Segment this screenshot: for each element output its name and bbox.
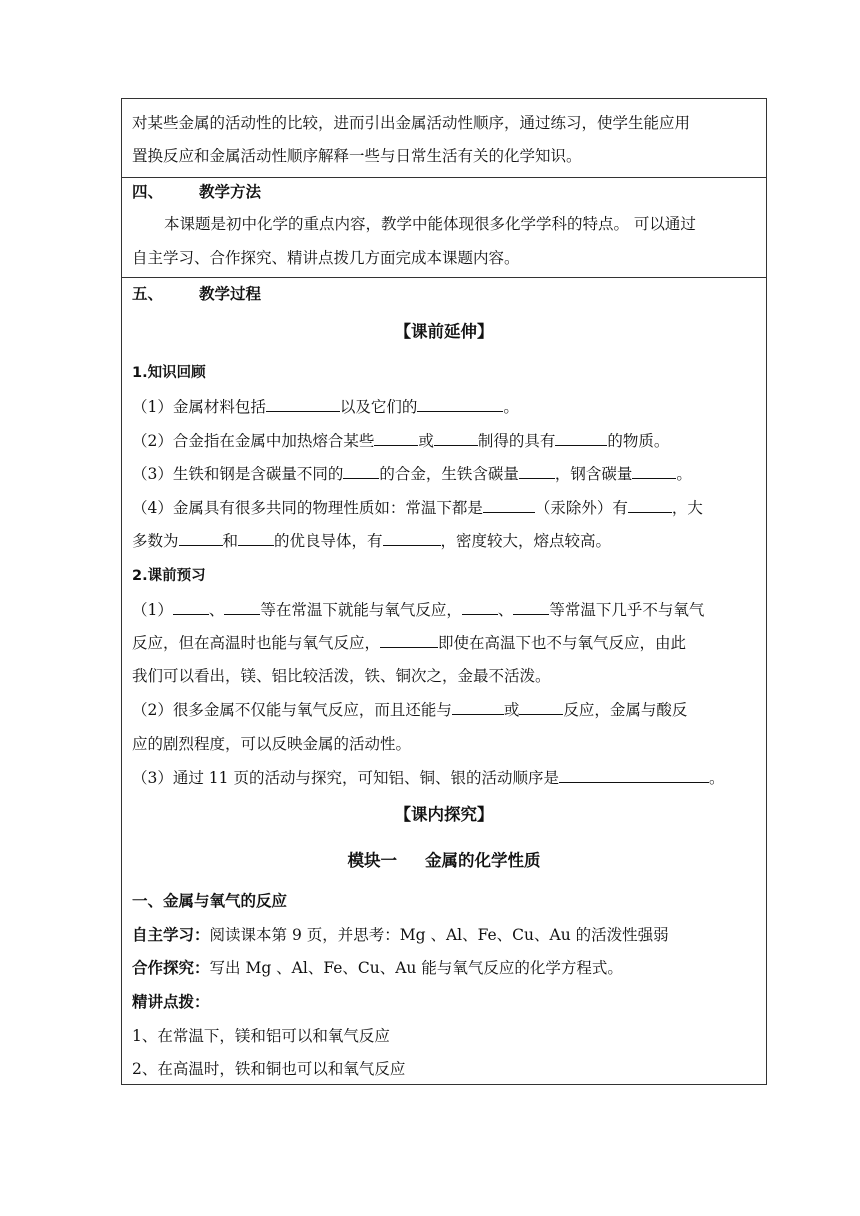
review-q1: （1）金属材料包括 以及它们的 。 (132, 398, 519, 416)
answer-blank[interactable] (179, 530, 223, 546)
review-q3: （3）生铁和钢是含碳量不同的 的合金，生铁含碳量 ，钢含碳量 。 (132, 465, 692, 483)
self-study-line (132, 925, 669, 945)
row-divider (122, 177, 766, 178)
coop-text: 写出 Mg 、Al、Fe、Cu、Au 能与氧气反应的化学方程式。 (209, 959, 623, 977)
answer-blank[interactable] (555, 430, 607, 446)
section5-heading (132, 284, 261, 304)
answer-blank[interactable] (519, 463, 555, 479)
section5-title: 教学过程 (199, 285, 262, 303)
answer-blank[interactable] (452, 699, 504, 715)
answer-blank[interactable] (483, 497, 535, 513)
answer-blank[interactable] (513, 599, 549, 615)
preview-title: 2.课前预习 (132, 568, 206, 584)
pre-class-heading: 【课前延伸】 (394, 322, 494, 341)
module-title: 金属的化学性质 (425, 851, 541, 870)
answer-blank[interactable] (632, 463, 676, 479)
answer-blank[interactable] (343, 463, 379, 479)
intro-line-2: 置换反应和金属活动性顺序解释一些与日常生活有关的化学知识。 (132, 147, 582, 165)
answer-blank[interactable] (380, 632, 438, 648)
coop-label: 合作探究： (132, 959, 210, 977)
part1-title: 一、金属与氧气的反应 (132, 892, 288, 910)
answer-blank[interactable] (383, 530, 441, 546)
lesson-plan-table (121, 98, 767, 1085)
preview-p1-line-3: 我们可以看出，镁、铝比较活泼，铁、铜次之，金最不活泼。 (132, 667, 551, 685)
answer-blank[interactable] (559, 767, 709, 783)
module-name: 模块一 (347, 851, 397, 870)
row-divider (122, 277, 766, 278)
section4-line-2: 自主学习、合作探究、精讲点拨几方面完成本课题内容。 (132, 249, 520, 267)
review-q4-line-1: （4）金属具有很多共同的物理性质如：常温下都是 （汞除外）有 ，大 (132, 499, 703, 517)
self-study-label: 自主学习： (132, 926, 210, 944)
review-title: 1.知识回顾 (132, 365, 206, 381)
preview-p1-line-1: （1） 、 等在常温下就能与氧气反应， 、 等常温下几乎不与氧气 (132, 601, 705, 619)
section4-line-1: 本课题是初中化学的重点内容，教学中能体现很多化学学科的特点。 可以通过 (164, 215, 696, 233)
intro-line-1: 对某些金属的活动性的比较，进而引出金属活动性顺序，通过练习，使学生能应用 (132, 114, 691, 132)
in-class-heading: 【课内探究】 (394, 805, 494, 824)
answer-blank[interactable] (462, 599, 498, 615)
section4-number: 四、 (132, 183, 164, 201)
point-2: 2、在高温时，铁和铜也可以和氧气反应 (132, 1060, 406, 1078)
coop-line (132, 958, 623, 978)
answer-blank[interactable] (238, 530, 274, 546)
answer-blank[interactable] (519, 699, 563, 715)
preview-p2-line-1: （2）很多金属不仅能与氧气反应，而且还能与 或 反应，金属与酸反 (132, 701, 688, 719)
section4-heading (132, 182, 261, 202)
section4-title: 教学方法 (199, 183, 262, 201)
answer-blank[interactable] (173, 599, 209, 615)
answer-blank[interactable] (224, 599, 260, 615)
answer-blank[interactable] (434, 430, 478, 446)
module-heading (122, 851, 766, 871)
answer-blank[interactable] (266, 396, 340, 412)
review-q4-line-2: 多数为 和 的优良导体，有 ，密度较大，熔点较高。 (132, 532, 612, 550)
section5-number: 五、 (132, 285, 164, 303)
explain-label: 精讲点拨： (132, 993, 210, 1011)
point-1: 1、在常温下，镁和铝可以和氧气反应 (132, 1027, 390, 1045)
review-q2: （2）合金指在金属中加热熔合某些 或 制得的具有 的物质。 (132, 432, 670, 450)
preview-p2-line-2: 应的剧烈程度，可以反映金属的活动性。 (132, 735, 412, 753)
preview-p1-line-2: 反应，但在高温时也能与氧气反应， 即使在高温下也不与氧气反应，由此 (132, 634, 687, 652)
answer-blank[interactable] (417, 396, 503, 412)
answer-blank[interactable] (628, 497, 672, 513)
self-study-text: 阅读课本第 9 页，并思考：Mg 、Al、Fe、Cu、Au 的活泼性强弱 (209, 926, 669, 944)
answer-blank[interactable] (374, 430, 418, 446)
preview-p3: （3）通过 11 页的活动与探究，可知铝、铜、银的活动顺序是 。 (132, 769, 725, 787)
